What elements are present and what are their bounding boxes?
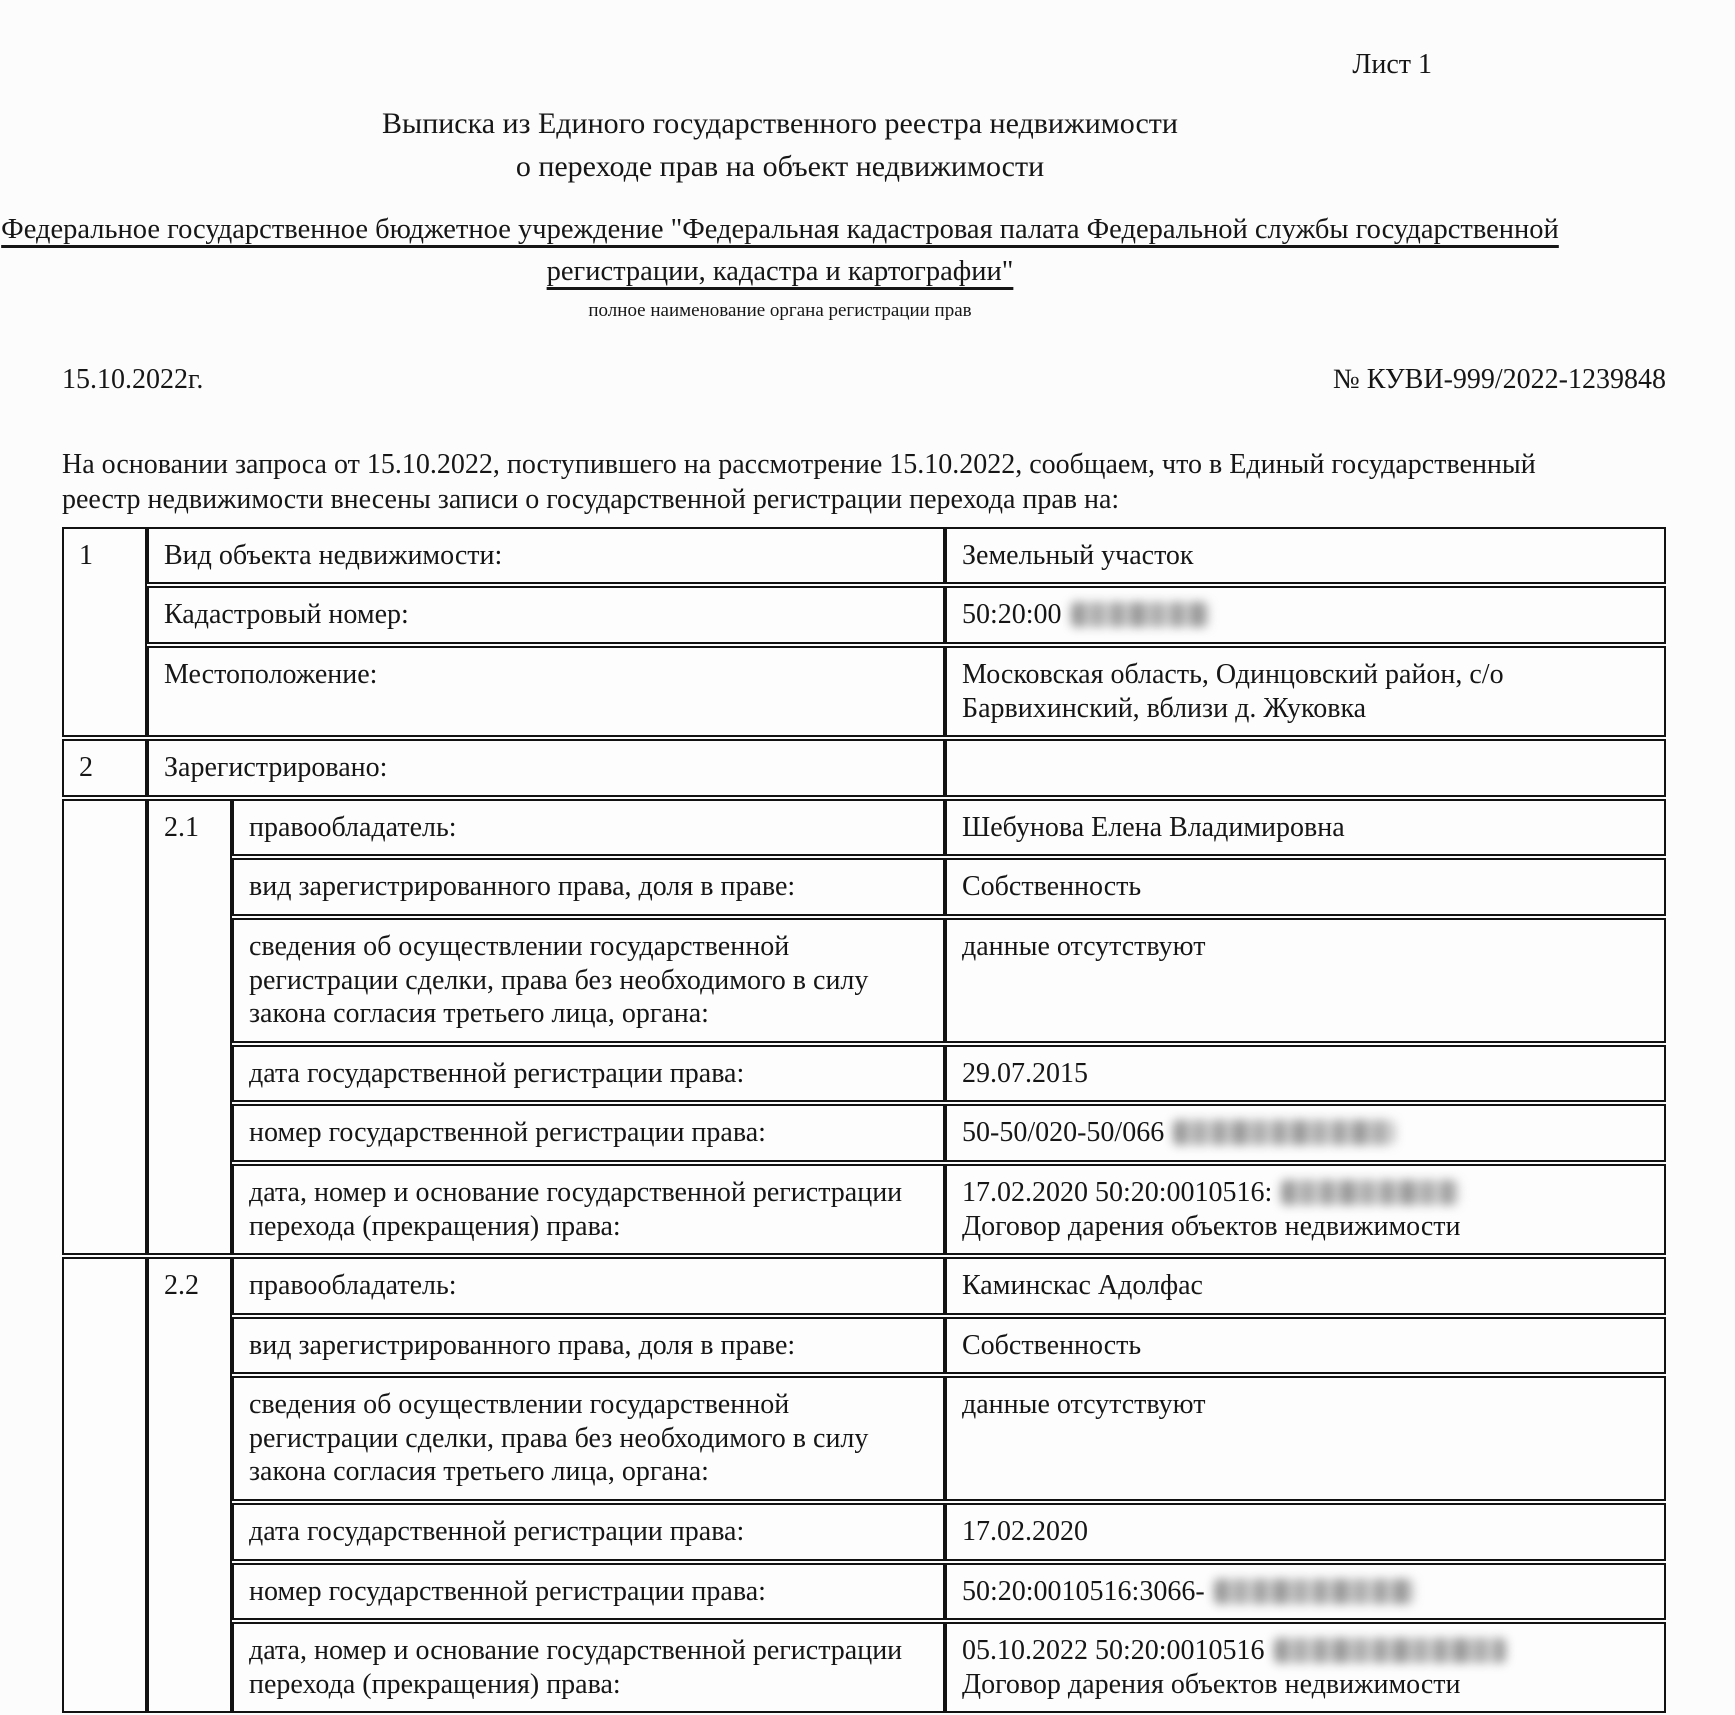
table-row bbox=[62, 646, 1666, 737]
cadastral-number-visible: 50:20:00 bbox=[962, 599, 1062, 631]
sheet-number-label: Лист 1 bbox=[1352, 49, 1432, 80]
subsection-number-cell: 2.1 bbox=[147, 799, 232, 1255]
section-number-cell: 1 bbox=[62, 527, 147, 737]
field-value-cell: 17.02.2020 bbox=[945, 1503, 1666, 1561]
section-number-spacer-cell bbox=[62, 799, 147, 1255]
section-number-spacer-cell bbox=[62, 1257, 147, 1713]
table-row bbox=[62, 858, 1666, 916]
table-row bbox=[62, 1045, 1666, 1103]
field-label-cell: номер государственной регистрации права: bbox=[232, 1104, 945, 1162]
document-title: Выписка из Единого государственного реестра недвижимости о переходе прав на объект недвижимости bbox=[382, 106, 1178, 184]
field-value-cell: данные отсутствуют bbox=[945, 918, 1666, 1043]
registry-table bbox=[62, 525, 1666, 1715]
field-value-cell bbox=[945, 1164, 1666, 1255]
field-label-cell: дата государственной регистрации права: bbox=[232, 1503, 945, 1561]
redaction-blur bbox=[1173, 1120, 1395, 1145]
table-row bbox=[62, 586, 1666, 644]
subsection-number-cell: 2.2 bbox=[147, 1257, 232, 1713]
field-label-cell: правообладатель: bbox=[232, 1257, 945, 1315]
field-value-cell: данные отсутствуют bbox=[945, 1376, 1666, 1501]
field-value-cell: Собственность bbox=[945, 858, 1666, 916]
transfer-basis: Договор дарения объектов недвижимости bbox=[962, 1210, 1461, 1242]
intro-paragraph: На основании запроса от 15.10.2022, поступившего на рассмотрение 15.10.2022, сообщаем, что в Единый государственный реестр недвижимости внесены записи о государственной регистрации перехода прав на: bbox=[62, 449, 1536, 515]
field-label-cell: Зарегистрировано: bbox=[147, 739, 945, 797]
authority-name-caption: полное наименование органа регистрации прав bbox=[588, 300, 972, 322]
issue-date: 15.10.2022г. bbox=[62, 363, 204, 395]
table-row bbox=[62, 1164, 1666, 1255]
table-row bbox=[62, 1563, 1666, 1621]
document-number: № КУВИ-999/2022-1239848 bbox=[1333, 363, 1666, 395]
section-number-cell: 2 bbox=[62, 739, 147, 797]
field-label-cell: сведения об осуществлении государственной регистрации сделки, права без необходимого в силу закона согласия третьего лица, органа: bbox=[232, 918, 945, 1043]
table-row bbox=[62, 1104, 1666, 1162]
field-value-cell-empty bbox=[945, 739, 1666, 797]
redaction-blur bbox=[1071, 602, 1209, 627]
table-row bbox=[62, 1257, 1666, 1315]
date-and-number-row bbox=[62, 363, 1666, 397]
field-label-cell: Местоположение: bbox=[147, 646, 945, 737]
field-label-cell: дата, номер и основание государственной регистрации перехода (прекращения) права: bbox=[232, 1164, 945, 1255]
field-label-cell: вид зарегистрированного права, доля в праве: bbox=[232, 858, 945, 916]
field-label-cell: вид зарегистрированного права, доля в праве: bbox=[232, 1317, 945, 1375]
field-label-cell: Кадастровый номер: bbox=[147, 586, 945, 644]
table-row bbox=[62, 1317, 1666, 1375]
field-label-cell: номер государственной регистрации права: bbox=[232, 1563, 945, 1621]
field-value-cell: Собственность bbox=[945, 1317, 1666, 1375]
field-value-cell: Каминскас Адолфас bbox=[945, 1257, 1666, 1315]
table-row bbox=[62, 1622, 1666, 1713]
table-row bbox=[62, 1376, 1666, 1501]
field-value-cell: Шебунова Елена Владимировна bbox=[945, 799, 1666, 857]
transfer-date-number-visible: 17.02.2020 50:20:0010516: bbox=[962, 1176, 1273, 1208]
table-row bbox=[62, 527, 1666, 585]
redaction-blur bbox=[1281, 1180, 1459, 1205]
field-label-cell: дата, номер и основание государственной регистрации перехода (прекращения) права: bbox=[232, 1622, 945, 1713]
redaction-blur bbox=[1274, 1638, 1506, 1663]
table-row bbox=[62, 1503, 1666, 1561]
field-label-cell: правообладатель: bbox=[232, 799, 945, 857]
field-value-cell: Земельный участок bbox=[945, 527, 1666, 585]
transfer-registration-line bbox=[962, 1634, 1650, 1668]
registration-number-visible: 50:20:0010516:3066- bbox=[962, 1575, 1205, 1607]
field-value-cell: Московская область, Одинцовский район, с/о Барвихинский, вблизи д. Жуковка bbox=[945, 646, 1666, 737]
field-value-cell bbox=[945, 1563, 1666, 1621]
transfer-basis: Договор дарения объектов недвижимости bbox=[962, 1668, 1461, 1700]
field-label-cell: Вид объекта недвижимости: bbox=[147, 527, 945, 585]
field-label-cell: дата государственной регистрации права: bbox=[232, 1045, 945, 1103]
redaction-blur bbox=[1214, 1579, 1414, 1604]
transfer-date-number-visible: 05.10.2022 50:20:0010516 bbox=[962, 1635, 1265, 1667]
registration-number-visible: 50-50/020-50/066 bbox=[962, 1117, 1165, 1149]
transfer-registration-line bbox=[962, 1176, 1650, 1210]
registration-authority-name: Федеральное государственное бюджетное учреждение "Федеральная кадастровая палата Федеральной службы государственной регистрации, кадастра и картографии" bbox=[1, 213, 1559, 288]
field-value-cell: 29.07.2015 bbox=[945, 1045, 1666, 1103]
field-value-cell bbox=[945, 1104, 1666, 1162]
field-label-cell: сведения об осуществлении государственной регистрации сделки, права без необходимого в силу закона согласия третьего лица, органа: bbox=[232, 1376, 945, 1501]
table-row bbox=[62, 918, 1666, 1043]
field-value-cell bbox=[945, 1622, 1666, 1713]
table-row bbox=[62, 739, 1666, 797]
field-value-cell bbox=[945, 586, 1666, 644]
table-row bbox=[62, 799, 1666, 857]
